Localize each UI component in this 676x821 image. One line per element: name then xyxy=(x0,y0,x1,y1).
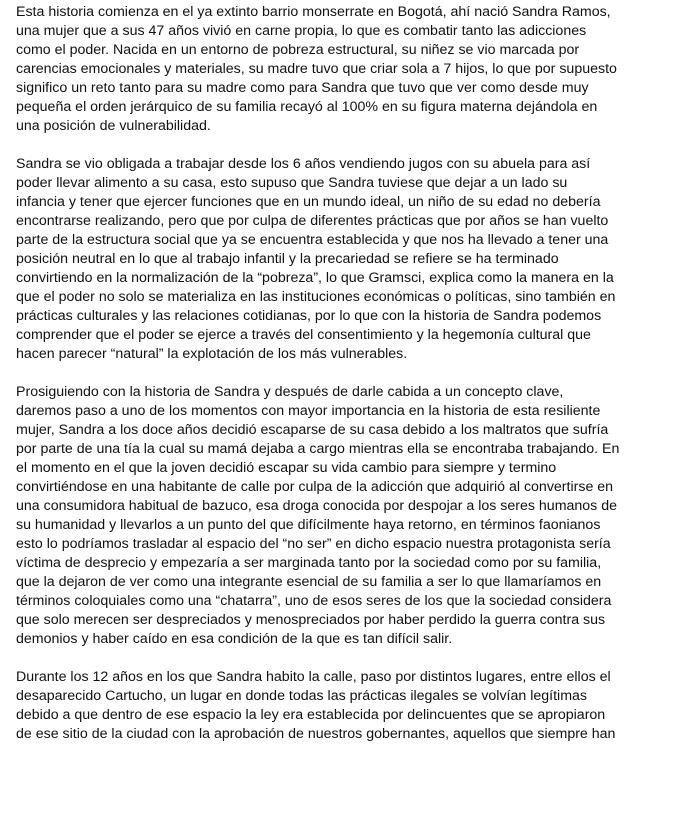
text-line: Esta historia comienza en el ya extinto barrio monserrate en Bogotá, ahí nació Sandra Ramos, xyxy=(16,4,611,20)
text-line: posición neutral en lo que al trabajo infantil y la precariedad se refiere se ha terminado xyxy=(16,251,559,267)
text-line: su humanidad y llevarlos a un punto del que difícilmente haya retorno, en términos faonianos xyxy=(16,517,601,533)
paragraph-1 xyxy=(16,3,640,136)
text-line: parte de la estructura social que ya se encuentra establecida y que nos ha llevado a tener una xyxy=(16,232,609,248)
text-line: carencias emocionales y materiales, su madre tuvo que criar sola a 7 hijos, lo que por supuesto xyxy=(16,61,617,77)
text-line: infancia y tener que ejercer funciones que en un mundo ideal, un niño de su edad no debería xyxy=(16,194,601,210)
text-line: demonios y haber caído en esa condición de la que es tan difícil salir. xyxy=(16,631,453,647)
text-line: que solo merecen ser despreciados y menospreciados por haber perdido la guerra contra sus xyxy=(16,612,606,628)
text-line: daremos paso a uno de los momentos con mayor importancia en la historia de esta resiliente xyxy=(16,403,601,419)
text-line: mujer, Sandra a los doce años decidió escaparse de su casa debido a los maltratos que sufría xyxy=(16,422,609,438)
text-line: encontrarse realizando, pero que por culpa de diferentes prácticas que por años se han vuelto xyxy=(16,213,609,229)
text-line: debido a que dentro de ese espacio la ley era establecida por delincuentes que se apropiaron xyxy=(16,707,606,723)
text-line: pequeña el orden jerárquico de su familia recayó al 100% en su figura materna dejándola en xyxy=(16,99,598,115)
document-page xyxy=(16,3,640,763)
text-line: el momento en el que la joven decidió escapar su vida cambio para siempre y termino xyxy=(16,460,557,476)
text-line: hacen parecer “natural” la explotación de los más vulnerables. xyxy=(16,346,408,362)
text-line: una mujer que a sus 47 años vivió en carne propia, lo que es combatir tanto las adicciones xyxy=(16,23,587,39)
text-line: convirtiendo en la normalización de la “pobreza”, lo que Gramsci, explica como la manera en la xyxy=(16,270,614,286)
text-line: Sandra se vio obligada a trabajar desde los 6 años vendiendo jugos con su abuela para así xyxy=(16,156,591,172)
text-line: comprender que el poder se ejerce a través del consentimiento y la hegemonía cultural que xyxy=(16,327,591,343)
paragraph-3 xyxy=(16,383,640,649)
text-line: convirtiéndose en una habitante de calle por culpa de la adicción que adquirió al convertirse en xyxy=(16,479,614,495)
text-line: Prosiguiendo con la historia de Sandra y después de darle cabida a un concepto clave, xyxy=(16,384,564,400)
text-line: significo un reto tanto para su madre como para Sandra que tuvo que ver como desde muy xyxy=(16,80,589,96)
text-line: términos coloquiales como una “chatarra”, uno de esos seres de los que la sociedad considera xyxy=(16,593,612,609)
text-line: que la dejaron de ver como una integrante esencial de su familia a ser lo que llamaríamos en xyxy=(16,574,602,590)
text-line: esto lo podríamos trasladar al espacio del “no ser” en dicho espacio nuestra protagonista sería xyxy=(16,536,611,552)
text-line: Durante los 12 años en los que Sandra habito la calle, paso por distintos lugares, entre ellos el xyxy=(16,669,611,685)
text-line: de ese sitio de la ciudad con la aprobación de nuestros gobernantes, aquellos que siempre han xyxy=(16,726,616,742)
text-line: víctima de desprecio y empezaría a ser marginada tanto por la sociedad como por su familia, xyxy=(16,555,602,571)
text-line: desaparecido Cartucho, un lugar en donde todas las prácticas ilegales se volvían legítimas xyxy=(16,688,587,704)
text-line: por parte de una tía la cual su mamá dejaba a cargo mientras ella se encontraba trabajando. En xyxy=(16,441,620,457)
text-line: poder llevar alimento a su casa, esto supuso que Sandra tuviese que dejar a un lado su xyxy=(16,175,568,191)
text-line: prácticas culturales y las relaciones cotidianas, por lo que con la historia de Sandra podemos xyxy=(16,308,602,324)
paragraph-4 xyxy=(16,668,640,744)
text-line: una consumidora habitual de bazuco, esa droga conocida por despojar a los seres humanos de xyxy=(16,498,617,514)
text-line: como el poder. Nacida en un entorno de pobreza estructural, su niñez se vio marcada por xyxy=(16,42,580,58)
text-line: una posición de vulnerabilidad. xyxy=(16,118,211,134)
text-line: que el poder no solo se materializa en las instituciones económicas o políticas, sino también en xyxy=(16,289,616,305)
paragraph-2 xyxy=(16,155,640,364)
